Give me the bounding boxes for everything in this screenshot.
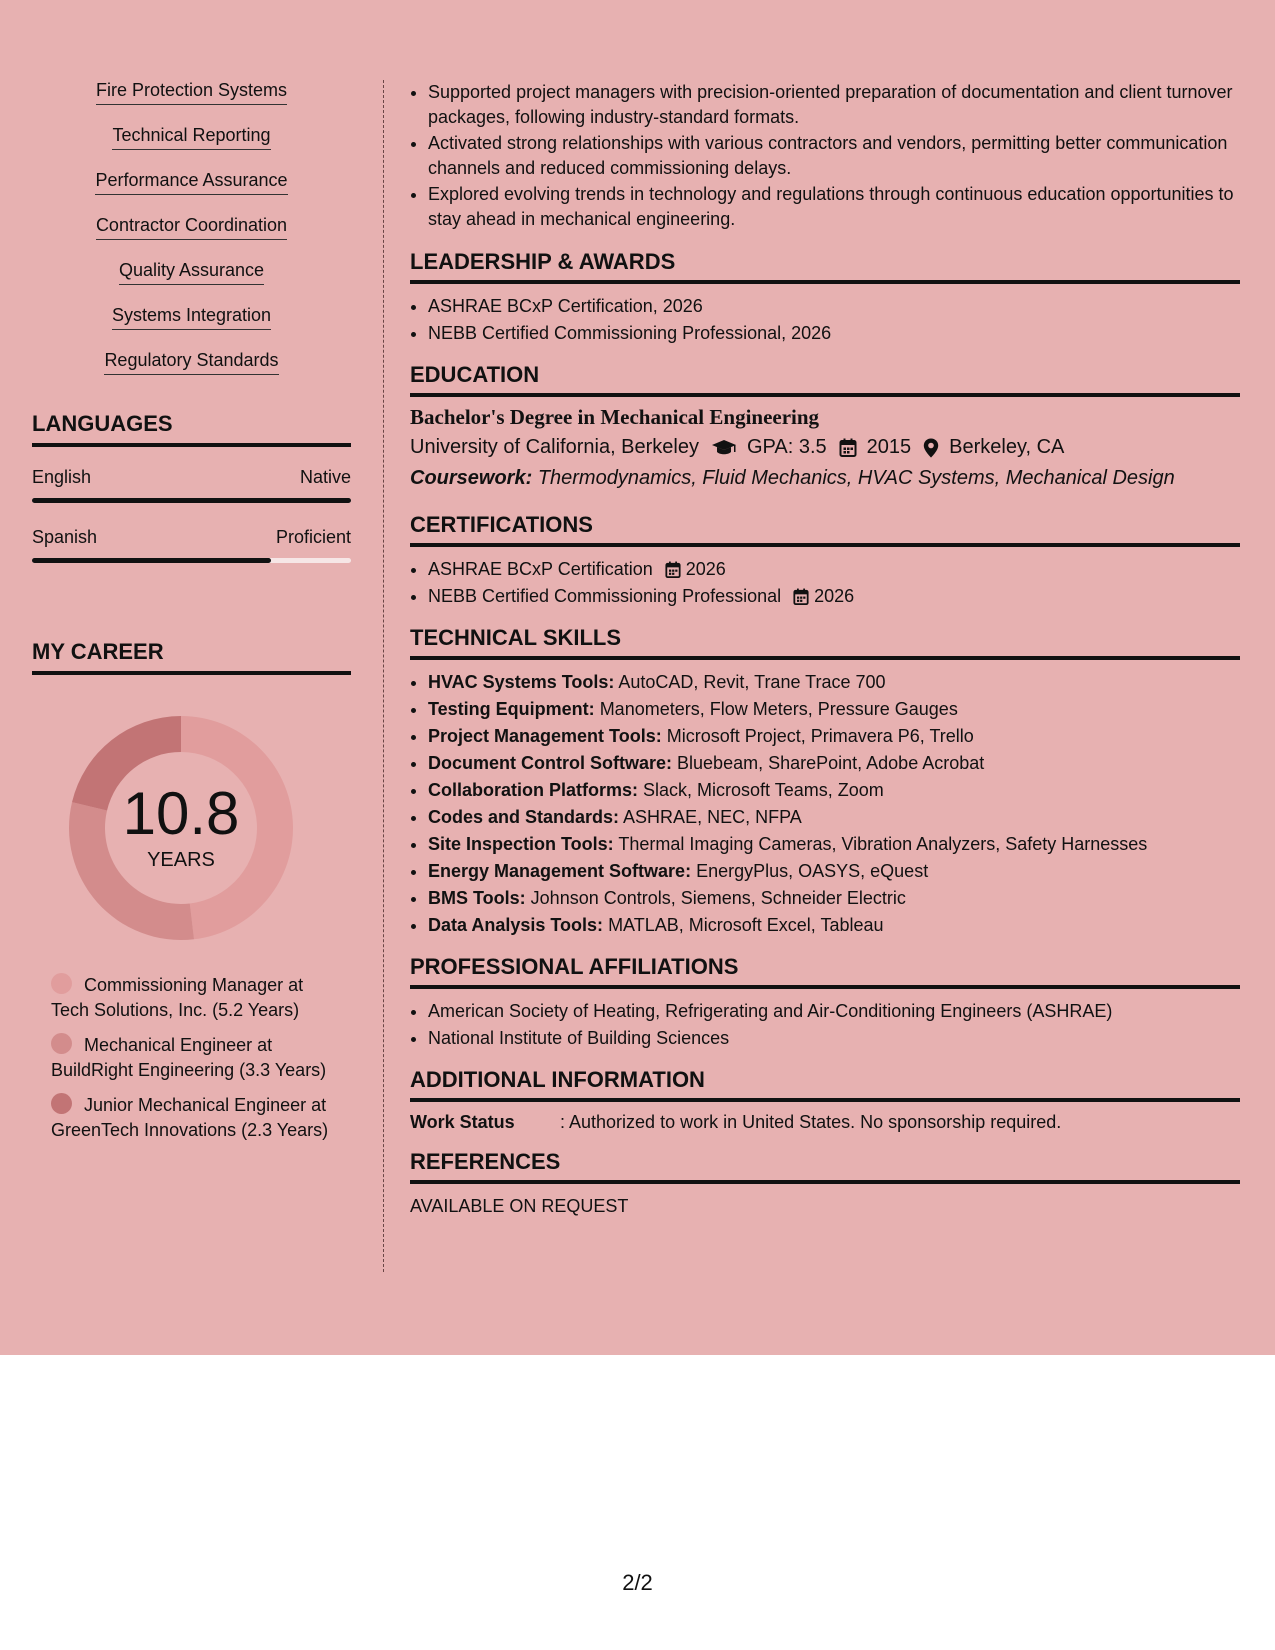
skill-item [32, 215, 351, 242]
skill-item [32, 350, 351, 377]
education-school: University of California, Berkeley [410, 436, 699, 458]
skill-item [32, 305, 351, 332]
education-details [410, 436, 1240, 459]
education-gpa: GPA: 3.5 [747, 436, 827, 458]
references-text: AVAILABLE ON REQUEST [410, 1196, 629, 1216]
technical-skills-list [410, 670, 1240, 938]
education-coursework [410, 467, 1240, 490]
technical-skill-item [428, 751, 1240, 776]
skill-values: Thermal Imaging Cameras, Vibration Analyzers, Safety Harnesses [618, 834, 1148, 854]
languages-heading: LANGUAGES [32, 411, 351, 447]
skill-category: Project Management Tools: [428, 726, 662, 746]
skill-item [32, 170, 351, 197]
career-total: 10.8 [122, 780, 240, 847]
language-level: Native [299, 467, 351, 487]
skill-label: Quality Assurance [119, 260, 264, 285]
experience-bullet: • Supported project managers with precision-oriented preparation of documentation and client turnover packages, following industry-standard formats. [428, 80, 1240, 129]
skill-item [32, 260, 351, 287]
skill-category: Document Control Software: [428, 753, 673, 773]
skill-values: Bluebeam, SharePoint, Adobe Acrobat [677, 753, 985, 773]
skill-item [32, 125, 351, 152]
skill-label: Fire Protection Systems [96, 80, 287, 105]
language-bar-fill [32, 558, 271, 563]
technical-skills-heading: TECHNICAL SKILLS [410, 625, 1240, 660]
technical-skill-item [428, 886, 1240, 911]
experience-bullets [410, 80, 1240, 231]
technical-skill-item [428, 670, 1240, 695]
affiliations-list [410, 999, 1240, 1051]
affiliation-item: • American Society of Heating, Refrigerating and Air-Conditioning Engineers (ASHRAE) [428, 999, 1240, 1024]
skills-list [32, 80, 351, 377]
language-english [32, 467, 351, 503]
certification-year: 2026 [685, 559, 726, 579]
location-pin-icon [923, 438, 939, 458]
skill-values: Manometers, Flow Meters, Pressure Gauges [599, 699, 958, 719]
work-status-label: Work Status [410, 1112, 515, 1132]
work-status-value: : Authorized to work in United States. No sponsorship required. [560, 1112, 1062, 1132]
calendar-icon [839, 438, 857, 458]
skill-values: MATLAB, Microsoft Excel, Tableau [608, 915, 884, 935]
legend-dot [51, 1093, 72, 1114]
education-year: 2015 [866, 436, 912, 458]
legend-dot [51, 1033, 72, 1054]
certifications-list [410, 557, 1240, 609]
additional-info-heading: ADDITIONAL INFORMATION [410, 1067, 1240, 1102]
skill-category: Codes and Standards: [428, 807, 620, 827]
legend-dot [51, 973, 72, 994]
career-legend-text: Commissioning Manager at Tech Solutions, Inc. (5.2 Years) [51, 975, 304, 1020]
skill-values: Johnson Controls, Siemens, Schneider Electric [530, 888, 906, 908]
coursework-label: Coursework: [410, 467, 533, 489]
certification-name: • NEBB Certified Commissioning Professional [428, 586, 782, 606]
main-content [410, 80, 1240, 1217]
career-donut [66, 713, 296, 943]
skill-label: Technical Reporting [112, 125, 270, 150]
language-bar [32, 498, 351, 503]
skill-item [32, 80, 351, 107]
skill-category: Energy Management Software: [428, 861, 692, 881]
technical-skill-item [428, 805, 1240, 830]
calendar-icon [793, 588, 809, 606]
career-legend-item [51, 1033, 331, 1083]
career-legend-item [51, 1093, 331, 1143]
skill-values: Microsoft Project, Primavera P6, Trello [666, 726, 974, 746]
technical-skill-item [428, 832, 1240, 857]
skill-values: ASHRAE, NEC, NFPA [623, 807, 802, 827]
experience-bullet: • Activated strong relationships with various contractors and vendors, permitting better communication channels and reduced commissioning delays. [428, 131, 1240, 180]
skill-category: Testing Equipment: [428, 699, 595, 719]
certification-item [428, 557, 1240, 582]
skill-label: Contractor Coordination [96, 215, 287, 240]
career-legend-text: Mechanical Engineer at BuildRight Engineering (3.3 Years) [51, 1035, 327, 1080]
skill-values: EnergyPlus, OASYS, eQuest [696, 861, 929, 881]
certification-name: • ASHRAE BCxP Certification [428, 559, 653, 579]
coursework-text: Thermodynamics, Fluid Mechanics, HVAC Systems, Mechanical Design [537, 467, 1175, 489]
skill-category: Collaboration Platforms: [428, 780, 639, 800]
technical-skill-item [428, 724, 1240, 749]
skill-label: Performance Assurance [95, 170, 287, 195]
affiliation-item: • National Institute of Building Sciences [428, 1026, 1240, 1051]
language-bar-fill [32, 498, 351, 503]
technical-skill-item [428, 697, 1240, 722]
skill-label: Systems Integration [112, 305, 271, 330]
certifications-heading: CERTIFICATIONS [410, 512, 1240, 547]
education-location: Berkeley, CA [949, 436, 1065, 458]
career-legend-text: Junior Mechanical Engineer at GreenTech Innovations (2.3 Years) [51, 1095, 329, 1140]
education-degree: Bachelor's Degree in Mechanical Engineering [410, 405, 820, 429]
certification-item [428, 584, 1240, 609]
skill-values: AutoCAD, Revit, Trane Trace 700 [618, 672, 886, 692]
sidebar [32, 80, 351, 1153]
language-bar [32, 558, 351, 563]
technical-skill-item [428, 913, 1240, 938]
affiliations-heading: PROFESSIONAL AFFILIATIONS [410, 954, 1240, 989]
career-legend-item [51, 973, 331, 1023]
technical-skill-item [428, 859, 1240, 884]
leadership-list [410, 294, 1240, 346]
language-name: Spanish [32, 527, 98, 547]
language-level: Proficient [275, 527, 351, 547]
skill-category: Data Analysis Tools: [428, 915, 604, 935]
leadership-heading: LEADERSHIP & AWARDS [410, 249, 1240, 284]
experience-bullet: • Explored evolving trends in technology and regulations through continuous education opportunities to stay ahead in mechanical engineering. [428, 182, 1240, 231]
leadership-item: • NEBB Certified Commissioning Professional, 2026 [428, 321, 1240, 346]
language-spanish [32, 527, 351, 563]
graduation-cap-icon [711, 439, 737, 457]
references-heading: REFERENCES [410, 1149, 1240, 1184]
skill-values: Slack, Microsoft Teams, Zoom [643, 780, 884, 800]
technical-skill-item [428, 778, 1240, 803]
certification-year: 2026 [814, 586, 855, 606]
skill-category: Site Inspection Tools: [428, 834, 614, 854]
calendar-icon [665, 561, 681, 579]
education-heading: EDUCATION [410, 362, 1240, 397]
work-status-row [410, 1112, 1240, 1133]
page-number: 2/2 [622, 1570, 653, 1595]
language-name: English [32, 467, 92, 487]
skill-label: Regulatory Standards [104, 350, 278, 375]
skill-category: HVAC Systems Tools: [428, 672, 615, 692]
career-legend [51, 973, 331, 1143]
skill-category: BMS Tools: [428, 888, 526, 908]
column-divider [383, 80, 384, 1272]
leadership-item: • ASHRAE BCxP Certification, 2026 [428, 294, 1240, 319]
career-unit: YEARS [147, 849, 215, 871]
career-heading: MY CAREER [32, 639, 351, 675]
